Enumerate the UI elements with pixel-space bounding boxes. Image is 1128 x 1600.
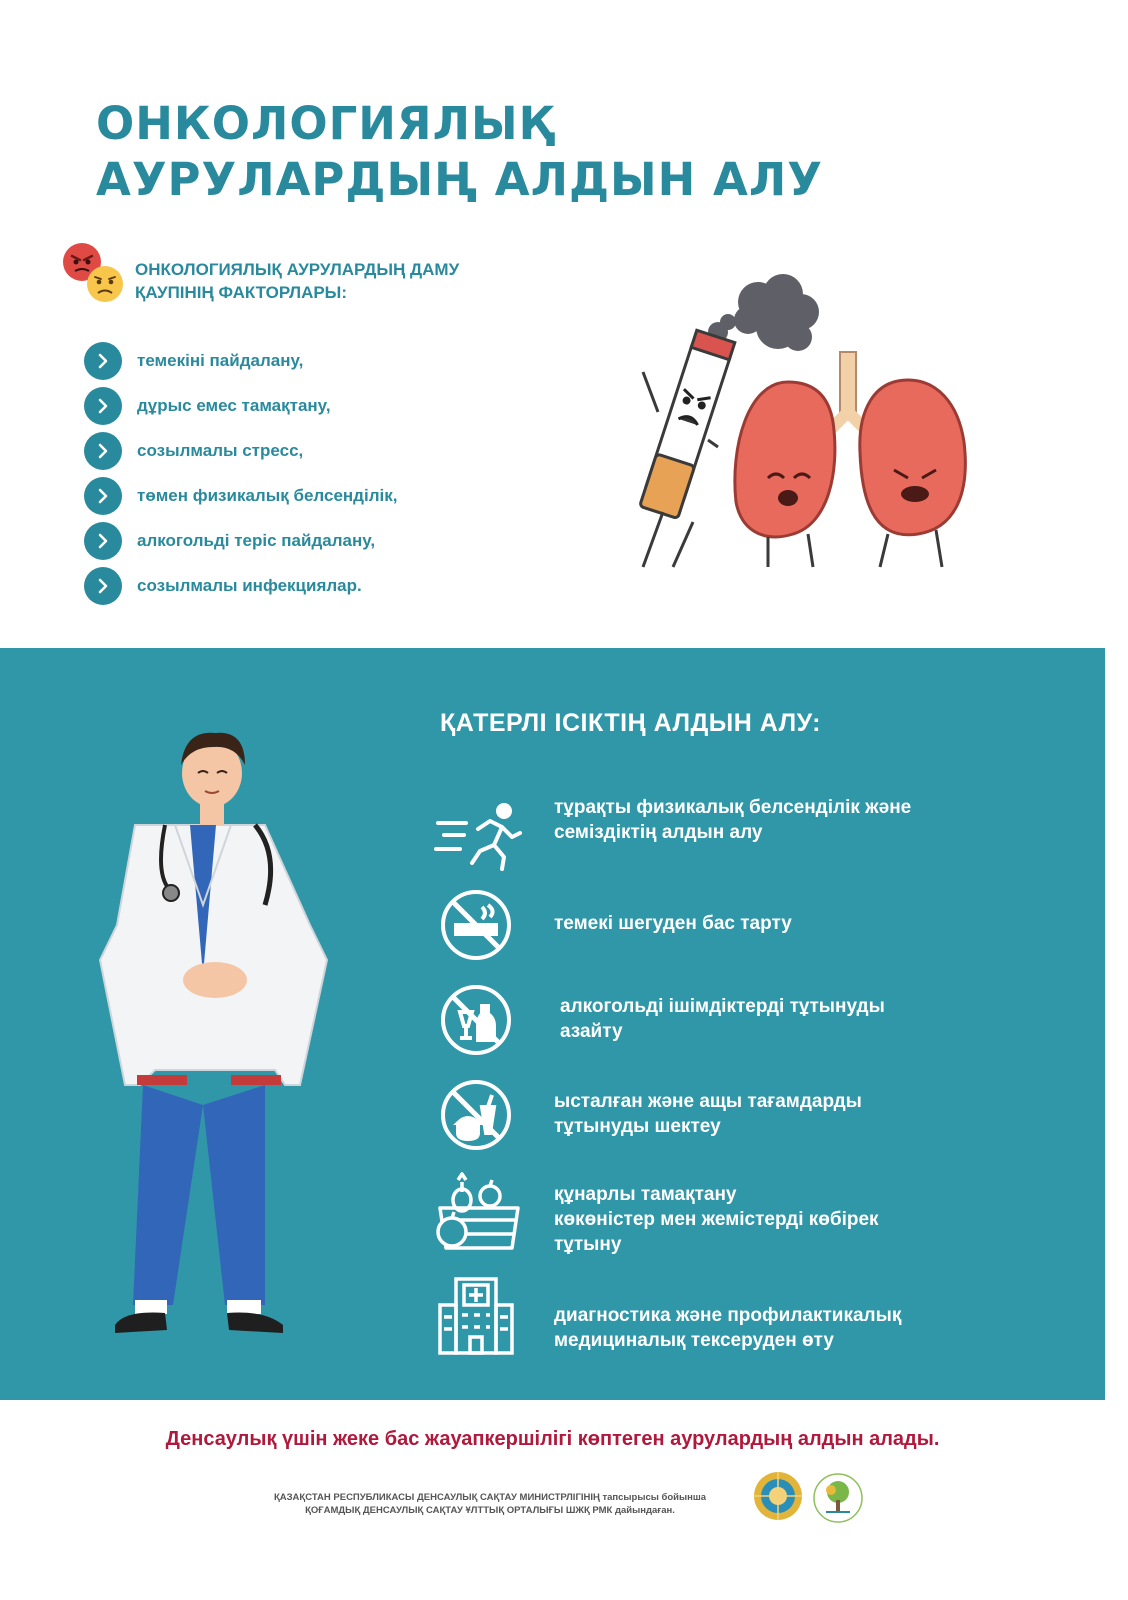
prevention-item-line: азайту [560, 1021, 623, 1042]
doctor-illustration [95, 725, 335, 1345]
chevron-right-icon [84, 522, 122, 560]
health-slogan: Денсаулық үшін жеке бас жауапкершілігі көптеген аурулардың алдын алады. [165, 1428, 940, 1450]
chevron-right-icon [84, 477, 122, 515]
chevron-right-icon [84, 387, 122, 425]
list-item [84, 338, 564, 383]
cigarette-lungs-illustration [618, 272, 988, 582]
prevention-item-line: тұрақты физикалық белсенділік және [554, 797, 912, 818]
prevention-item-line: тұтынуды шектеу [554, 1116, 721, 1137]
prevention-heading: ҚАТЕРЛІ ІСІКТІҢ АЛДЫН АЛУ: [440, 709, 821, 737]
risk-factor-text: созылмалы стресс, [137, 440, 304, 460]
risk-factor-text: алкогольді теріс пайдалану, [137, 530, 376, 550]
vegetable-basket-icon [432, 1170, 522, 1250]
prevention-item-line: семіздіктің алдын алу [554, 822, 763, 843]
angry-sad-emoji-icon [60, 242, 126, 304]
risk-factor-text: созылмалы инфекциялар. [137, 575, 362, 595]
prevention-item-line: алкогольді ішімдіктерді тұтынуды [560, 996, 885, 1017]
chevron-right-icon [84, 342, 122, 380]
prevention-item-text [554, 1089, 1024, 1139]
prevention-item [432, 1075, 1052, 1155]
no-smoking-icon [432, 885, 522, 965]
list-item [84, 563, 564, 608]
no-fast-food-icon [432, 1075, 522, 1155]
prevention-item-text [554, 1182, 1024, 1257]
list-item [84, 428, 564, 473]
credit-line-2: ҚОҒАМДЫҚ ДЕНСАУЛЫҚ САҚТАУ ҰЛТТЫҚ ОРТАЛЫҒЫ ШЖҚ РМК дайындаған. [305, 1505, 675, 1516]
hospital-icon [432, 1275, 522, 1355]
title-line-1: ОНКОЛОГИЯЛЫҚ [96, 97, 555, 150]
prevention-item [432, 1275, 1052, 1355]
running-person-icon [432, 795, 522, 875]
prevention-item-text [554, 795, 1024, 845]
title-line-2: АУРУЛАРДЫҢ АЛДЫН АЛУ [96, 153, 823, 206]
chevron-right-icon [84, 432, 122, 470]
prevention-item-line: тұтыну [554, 1234, 622, 1255]
list-item [84, 383, 564, 428]
risk-factor-text: дұрыс емес тамақтану, [137, 395, 331, 415]
no-alcohol-icon [432, 980, 522, 1060]
prevention-item [432, 980, 1052, 1060]
prevention-item-line: ысталған және ащы тағамдарды [554, 1091, 862, 1112]
risk-factor-list [84, 338, 564, 608]
prevention-item-text [560, 994, 1030, 1044]
risk-factors-heading-line-2: ҚАУПІНІҢ ФАКТОРЛАРЫ: [135, 283, 347, 302]
risk-factor-text: темекіні пайдалану, [137, 350, 304, 370]
risk-factors-heading [135, 258, 555, 304]
prevention-item [432, 1170, 1052, 1255]
chevron-right-icon [84, 567, 122, 605]
page-title [96, 96, 856, 208]
prevention-item-line: медициналық тексеруден өту [554, 1330, 834, 1351]
public-health-center-logo-icon [812, 1472, 864, 1524]
credit-line-1: ҚАЗАҚСТАН РЕСПУБЛИКАСЫ ДЕНСАУЛЫҚ САҚТАУ МИНИСТРЛІГІНІҢ тапсырысы бойынша [273, 1492, 707, 1503]
prevention-item-line: диагностика және профилактикалық [554, 1305, 902, 1326]
risk-factor-text: төмен физикалық белсенділік, [137, 485, 398, 505]
cigarette-character [640, 330, 735, 518]
prevention-item [432, 795, 1052, 875]
prevention-item-line: темекі шегуден бас тарту [554, 913, 792, 934]
list-item [84, 473, 564, 518]
prevention-item [432, 885, 1052, 965]
prevention-item-text [554, 1303, 1024, 1353]
list-item [84, 518, 564, 563]
prevention-item-line: көкөністер мен жемістерді көбірек [554, 1209, 879, 1230]
prevention-item-line: құнарлы тамақтану [554, 1184, 737, 1205]
prevention-item-text [554, 911, 1024, 936]
kazakhstan-emblem-icon [752, 1470, 804, 1522]
risk-factors-heading-line-1: ОНКОЛОГИЯЛЫҚ АУРУЛАРДЫҢ ДАМУ [135, 260, 460, 279]
publisher-credits [190, 1491, 790, 1517]
